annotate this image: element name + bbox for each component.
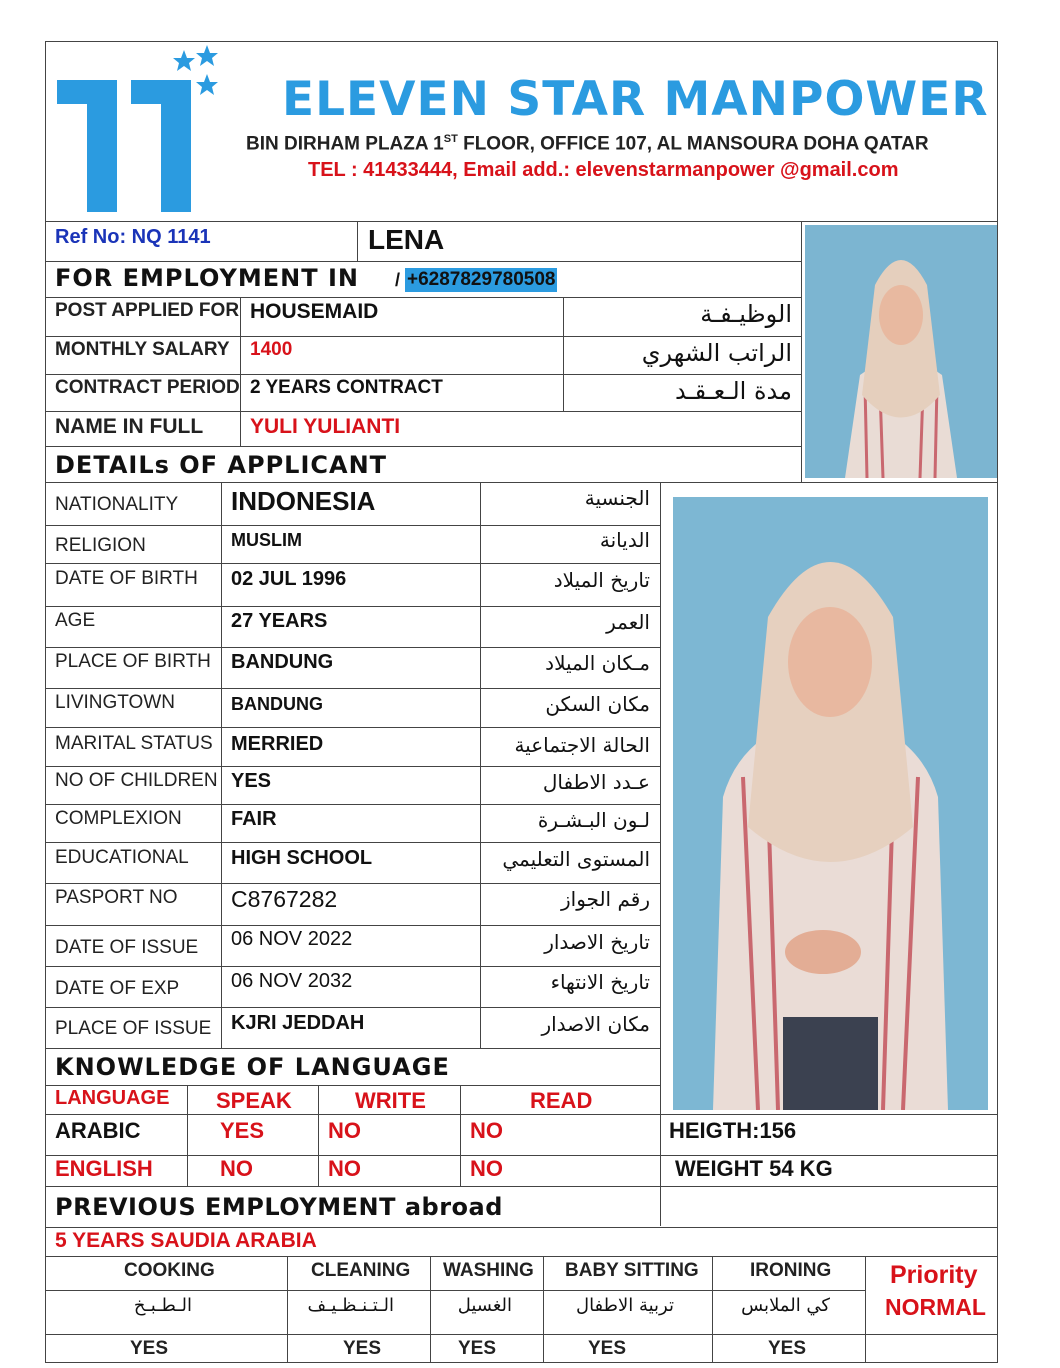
skill-arabic: الـطـبـخ [133, 1295, 192, 1316]
language-write: NO [328, 1118, 361, 1143]
language-speak: NO [220, 1156, 253, 1181]
detail-label: COMPLEXION [55, 808, 182, 829]
detail-value: INDONESIA [231, 486, 376, 516]
divider [45, 1256, 998, 1257]
detail-label: PASPORT NO [55, 887, 178, 908]
divider [45, 297, 801, 298]
skill-value: YES [130, 1338, 169, 1359]
detail-value: KJRI JEDDAH [231, 1012, 365, 1034]
divider [45, 221, 998, 222]
full-name-value: YULI YULIANTI [250, 415, 401, 438]
language-write: NO [328, 1156, 361, 1181]
details-title: DETAILs OF APPLICANT [55, 451, 388, 479]
divider [45, 883, 660, 884]
detail-value: BANDUNG [231, 694, 323, 714]
divider [45, 647, 660, 648]
detail-arabic: مـكان الميلاد [545, 651, 650, 675]
language-read: NO [470, 1118, 503, 1143]
logo [55, 45, 235, 215]
divider [45, 1114, 998, 1115]
previous-value: 5 YEARS SAUDIA ARABIA [55, 1229, 317, 1252]
detail-label: LIVINGTOWN [55, 692, 175, 713]
detail-label: NO OF CHILDREN [55, 770, 218, 791]
detail-arabic: لـون البـشـرة [537, 808, 650, 832]
language-speak: YES [220, 1118, 265, 1143]
language-header: SPEAK [216, 1088, 292, 1113]
divider [460, 1085, 461, 1186]
skill-name: CLEANING [311, 1260, 411, 1281]
detail-arabic: المستوى التعليمي [502, 847, 650, 871]
short-name: LENA [368, 224, 445, 255]
detail-value: MUSLIM [231, 530, 302, 550]
employment-sep: / [395, 270, 401, 290]
divider [430, 1256, 431, 1363]
detail-arabic: العمر [606, 610, 650, 634]
divider [221, 482, 222, 1048]
detail-value: HIGH SCHOOL [231, 847, 373, 869]
divider [45, 925, 660, 926]
detail-value: C8767282 [231, 886, 338, 912]
skill-value: YES [458, 1338, 497, 1359]
divider [287, 1256, 288, 1363]
divider [45, 525, 660, 526]
divider [543, 1256, 544, 1363]
employment-title: FOR EMPLOYMENT IN [55, 264, 359, 292]
skill-arabic: الغسيل [457, 1295, 512, 1316]
divider [45, 766, 660, 767]
detail-value: FAIR [231, 808, 277, 830]
detail-label: RELIGION [55, 535, 146, 556]
height-value: HEIGTH:156 [669, 1118, 797, 1143]
detail-value: 02 JUL 1996 [231, 568, 347, 590]
language-read: NO [470, 1156, 503, 1181]
divider [45, 411, 801, 412]
skill-value: YES [343, 1338, 382, 1359]
detail-arabic: مكان الاصدار [541, 1012, 650, 1036]
detail-label: PLACE OF BIRTH [55, 651, 211, 672]
divider [45, 374, 801, 375]
detail-arabic: رقم الجواز [561, 887, 650, 911]
detail-label: PLACE OF ISSUE [55, 1018, 212, 1039]
divider [563, 297, 564, 411]
detail-value: YES [231, 770, 272, 792]
company-name: ELEVEN STAR MANPOWER [282, 72, 989, 127]
divider [45, 804, 660, 805]
divider [240, 297, 241, 446]
divider [45, 688, 660, 689]
skill-value: YES [768, 1338, 807, 1359]
detail-arabic: الجنسية [584, 486, 650, 510]
divider [45, 1007, 660, 1008]
detail-value: 06 NOV 2032 [231, 970, 353, 992]
full-name-label: NAME IN FULL [55, 415, 204, 438]
detail-arabic: تاريخ الميلاد [553, 568, 650, 592]
detail-value: BANDUNG [231, 651, 334, 673]
skill-name: WASHING [443, 1260, 534, 1281]
divider [45, 261, 801, 262]
divider [45, 1186, 998, 1187]
skill-arabic: كي الملابس [741, 1295, 830, 1316]
detail-arabic: الحالة الاجتماعية [514, 733, 650, 757]
job-arabic: الراتب الشهري [641, 339, 792, 367]
ref-number: Ref No: NQ 1141 [55, 226, 211, 248]
skill-name: BABY SITTING [565, 1260, 699, 1281]
job-value: HOUSEMAID [250, 300, 379, 323]
divider [45, 1048, 660, 1049]
divider [45, 1290, 865, 1291]
skill-arabic: الـتـنـظـيـف [307, 1295, 394, 1316]
divider [801, 221, 802, 482]
divider [45, 336, 801, 337]
skill-arabic: تربية الاطفال [575, 1295, 674, 1316]
previous-title: PREVIOUS EMPLOYMENT abroad [55, 1193, 503, 1221]
divider [187, 1085, 188, 1186]
divider [865, 1256, 866, 1363]
applicant-photo-small [805, 225, 997, 478]
divider [45, 966, 660, 967]
company-contact: TEL : 41433444, Email add.: elevenstarmanpower @gmail.com [308, 159, 899, 181]
skill-name: COOKING [124, 1260, 215, 1281]
language-name: ENGLISH [55, 1156, 153, 1181]
skill-name: IRONING [750, 1260, 832, 1281]
detail-label: AGE [55, 610, 96, 631]
divider [45, 1155, 998, 1156]
job-arabic: الوظيـفـة [700, 300, 792, 328]
divider [45, 727, 660, 728]
divider [45, 563, 660, 564]
job-label: POST APPLIED FOR [55, 300, 240, 321]
language-header: READ [530, 1088, 593, 1113]
language-header: WRITE [355, 1088, 426, 1113]
language-title: KNOWLEDGE OF LANGUAGE [55, 1053, 450, 1081]
detail-arabic: الديانة [599, 528, 650, 552]
divider [480, 482, 481, 1048]
divider [45, 1334, 998, 1335]
language-header: LANGUAGE [55, 1087, 170, 1109]
detail-label: NATIONALITY [55, 494, 179, 515]
detail-label: EDUCATIONAL [55, 847, 189, 868]
detail-value: MERRIED [231, 733, 324, 755]
divider [318, 1085, 319, 1186]
divider [45, 446, 801, 447]
job-value: 2 YEARS CONTRACT [250, 377, 443, 398]
job-label: CONTRACT PERIOD [55, 377, 240, 398]
detail-arabic: عـدد الاطفال [542, 770, 650, 794]
language-name: ARABIC [55, 1118, 141, 1143]
detail-label: MARITAL STATUS [55, 733, 213, 754]
job-label: MONTHLY SALARY [55, 339, 230, 360]
detail-arabic: تاريخ الاصدار [544, 930, 650, 954]
job-value: 1400 [250, 339, 293, 360]
detail-label: DATE OF ISSUE [55, 937, 199, 958]
detail-arabic: مكان السكن [545, 692, 650, 716]
priority-value: NORMAL [885, 1294, 986, 1320]
detail-arabic: تاريخ الانتهاء [550, 970, 650, 994]
priority-label: Priority [890, 1261, 978, 1289]
job-arabic: مدة الـعـقـد [674, 377, 792, 405]
divider [357, 221, 358, 261]
detail-label: DATE OF EXP [55, 978, 180, 999]
divider [45, 1227, 998, 1228]
detail-value: 27 YEARS [231, 610, 328, 632]
weight-value: WEIGHT 54 KG [675, 1156, 833, 1181]
detail-label: DATE OF BIRTH [55, 568, 198, 589]
divider [45, 1085, 660, 1086]
skill-value: YES [588, 1338, 627, 1359]
divider [45, 842, 660, 843]
phone-number: +6287829780508 [407, 269, 556, 290]
company-address: BIN DIRHAM PLAZA 1ST FLOOR, OFFICE 107, AL MANSOURA DOHA QATAR [246, 133, 929, 155]
applicant-photo-large [673, 497, 988, 1110]
divider [712, 1256, 713, 1363]
divider [45, 606, 660, 607]
divider [45, 482, 998, 483]
detail-value: 06 NOV 2022 [231, 928, 353, 950]
